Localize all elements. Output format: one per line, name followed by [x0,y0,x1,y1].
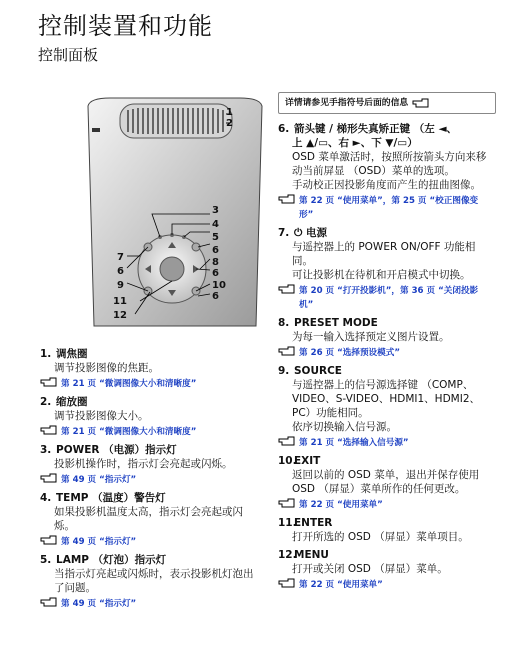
items-left [40,347,270,615]
pointing-hand-icon [40,377,58,387]
item-heading [278,226,496,240]
reference-link [278,436,496,450]
reference-link [40,535,270,549]
item-title: SOURCE [294,365,342,377]
note-box [278,92,496,114]
pointing-hand-icon [278,194,296,204]
item-heading [278,316,496,330]
reference-text [61,473,136,487]
item-description: 与遥控器上的 POWER ON/OFF 功能相 [292,241,476,253]
reference-text [299,284,478,312]
reference-link [40,377,270,391]
item-number: 6. [278,123,290,135]
item-description: 可让投影机在待机和开启模式中切换。 [292,269,471,281]
item-title: ⏻ 电源 [294,227,327,239]
reference-line: 机” [299,300,314,310]
item-description: 手动校正因投影角度而产生的扭曲图像。 [292,179,481,191]
item-description: PC）功能相同。 [292,407,369,419]
pointing-hand-icon [278,578,296,588]
diagram-label-1: 1 [226,107,233,118]
item-description: 依序切换输入信号源。 [292,421,397,433]
list-item [278,516,496,544]
item-heading [40,491,270,505]
item-number: 12. [278,549,297,561]
reference-line: 第 49 页 “指示灯” [61,537,137,547]
reference-line: 第 49 页 “指示灯” [61,599,137,609]
items-right [278,92,496,596]
reference-text [299,346,400,360]
pointing-hand-icon [40,425,58,435]
item-description: 烁。 [54,520,75,532]
diagram-label-6c: 6 [212,268,219,279]
list-item [40,443,270,487]
reference-text [61,597,136,611]
reference-link [278,498,496,512]
diagram-label-9: 9 [117,280,124,291]
pointing-hand-icon [278,436,296,446]
diagram-label-3: 3 [212,205,219,216]
list-item [40,491,270,549]
item-heading [40,395,270,409]
item-description: OSD 菜单激活时，按照所按箭头方向来移 [292,151,487,163]
item-number: 11. [278,517,297,529]
item-title-cont: 上 ▲/▭、右 ►、下 ▼/▭） [292,137,418,149]
reference-text [299,578,383,592]
item-title: POWER （电源）指示灯 [56,444,177,456]
item-title: PRESET MODE [294,317,378,329]
item-title: TEMP （温度）警告灯 [56,492,166,504]
item-title: ENTER [294,517,333,529]
list-item [40,347,270,391]
reference-link [278,578,496,592]
reference-line: 第 21 页 “微调图像大小和清晰度” [61,379,197,389]
list-item [278,454,496,512]
diagram-label-5: 5 [212,232,219,243]
diagram-label-8: 8 [212,257,219,268]
item-description: 了问题。 [54,582,96,594]
item-heading [278,516,496,530]
reference-text [61,425,196,439]
item-number: 7. [278,227,290,239]
diagram-label-10: 10 [212,280,226,291]
control-panel-diagram [80,96,270,336]
reference-line: 第 20 页 “打开投影机”，第 36 页 “关闭投影 [299,286,479,296]
item-heading [278,548,496,562]
reference-text [299,194,478,222]
item-heading [40,553,270,567]
item-number: 4. [40,492,52,504]
list-item [278,316,496,360]
list-item [40,553,270,611]
pointing-hand-icon [278,284,296,294]
list-item [278,122,496,222]
item-title: MENU [294,549,329,561]
reference-line: 形” [299,210,314,220]
item-heading [278,454,496,468]
diagram-label-4: 4 [212,219,219,230]
item-description: 调节投影图像大小。 [54,410,149,422]
pointing-hand-icon [412,98,430,108]
diagram-label-6a: 6 [212,245,219,256]
item-number: 10. [278,455,297,467]
item-description: 打开所选的 OSD （屏显）菜单项目。 [292,531,469,543]
reference-line: 第 22 页 “使用菜单” [299,500,383,510]
pointing-hand-icon [278,498,296,508]
item-description: 打开或关闭 OSD （屏显）菜单。 [292,563,448,575]
reference-line: 第 21 页 “微调图像大小和清晰度” [61,427,197,437]
diagram-label-2: 2 [226,118,233,129]
item-description: 与遥控器上的信号源选择键 （COMP、 [292,379,474,391]
list-item [40,395,270,439]
section-subtitle: 控制面板 [38,46,99,64]
item-title: EXIT [294,455,321,467]
diagram-label-6d: 6 [212,291,219,302]
item-description: 动当前屏显 （OSD）菜单的选项。 [292,165,455,177]
item-number: 3. [40,444,52,456]
reference-line: 第 49 页 “指示灯” [61,475,137,485]
item-number: 9. [278,365,290,377]
reference-text [299,436,409,450]
item-title: 缩放圈 [56,396,88,408]
list-item [278,226,496,312]
item-heading [278,122,496,136]
diagram-label-7: 7 [117,252,124,263]
reference-link [278,194,496,222]
reference-line: 第 26 页 “选择预设模式” [299,348,400,358]
item-title: LAMP （灯泡）指示灯 [56,554,167,566]
item-number: 1. [40,348,52,360]
item-number: 2. [40,396,52,408]
item-heading [278,364,496,378]
item-title: 箭头键 / 梯形失真矫正键 （左 ◄、 [294,123,458,135]
item-heading [40,347,270,361]
item-title: 调焦圈 [56,348,88,360]
pointing-hand-icon [40,597,58,607]
reference-text [299,498,383,512]
list-item [278,548,496,592]
item-description: 调节投影图像的焦距。 [54,362,159,374]
reference-link [40,425,270,439]
item-heading [40,443,270,457]
item-description: 如果投影机温度太高，指示灯会亮起或闪 [54,506,243,518]
reference-link [40,473,270,487]
item-description: 投影机操作时，指示灯会亮起或闪烁。 [54,458,233,470]
pointing-hand-icon [40,535,58,545]
pointing-hand-icon [278,346,296,356]
item-description: OSD （屏显）菜单所作的任何更改。 [292,483,466,495]
note-text: 详情请参见手指符号后面的信息 [285,98,409,108]
item-number: 5. [40,554,52,566]
item-description: VIDEO、S-VIDEO、HDMI1、HDMI2、 [292,393,481,405]
item-description: 返回以前的 OSD 菜单，退出并保存使用 [292,469,480,481]
diagram-label-6b: 6 [117,266,124,277]
reference-link [278,346,496,360]
reference-text [61,535,136,549]
list-item [278,364,496,450]
reference-line: 第 22 页 “使用菜单”，第 25 页 “校正图像变 [299,196,479,206]
item-description: 同。 [292,255,313,267]
reference-text [61,377,196,391]
item-description: 为每一输入选择预定义图片设置。 [292,331,450,343]
diagram-label-11: 11 [113,296,127,307]
diagram-label-12: 12 [113,310,127,321]
reference-line: 第 22 页 “使用菜单” [299,580,383,590]
reference-link [40,597,270,611]
reference-link [278,284,496,312]
item-number: 8. [278,317,290,329]
item-description: 当指示灯亮起或闪烁时，表示投影机灯泡出 [54,568,254,580]
reference-line: 第 21 页 “选择输入信号源” [299,438,409,448]
pointing-hand-icon [40,473,58,483]
page-title: 控制装置和功能 [38,12,213,40]
